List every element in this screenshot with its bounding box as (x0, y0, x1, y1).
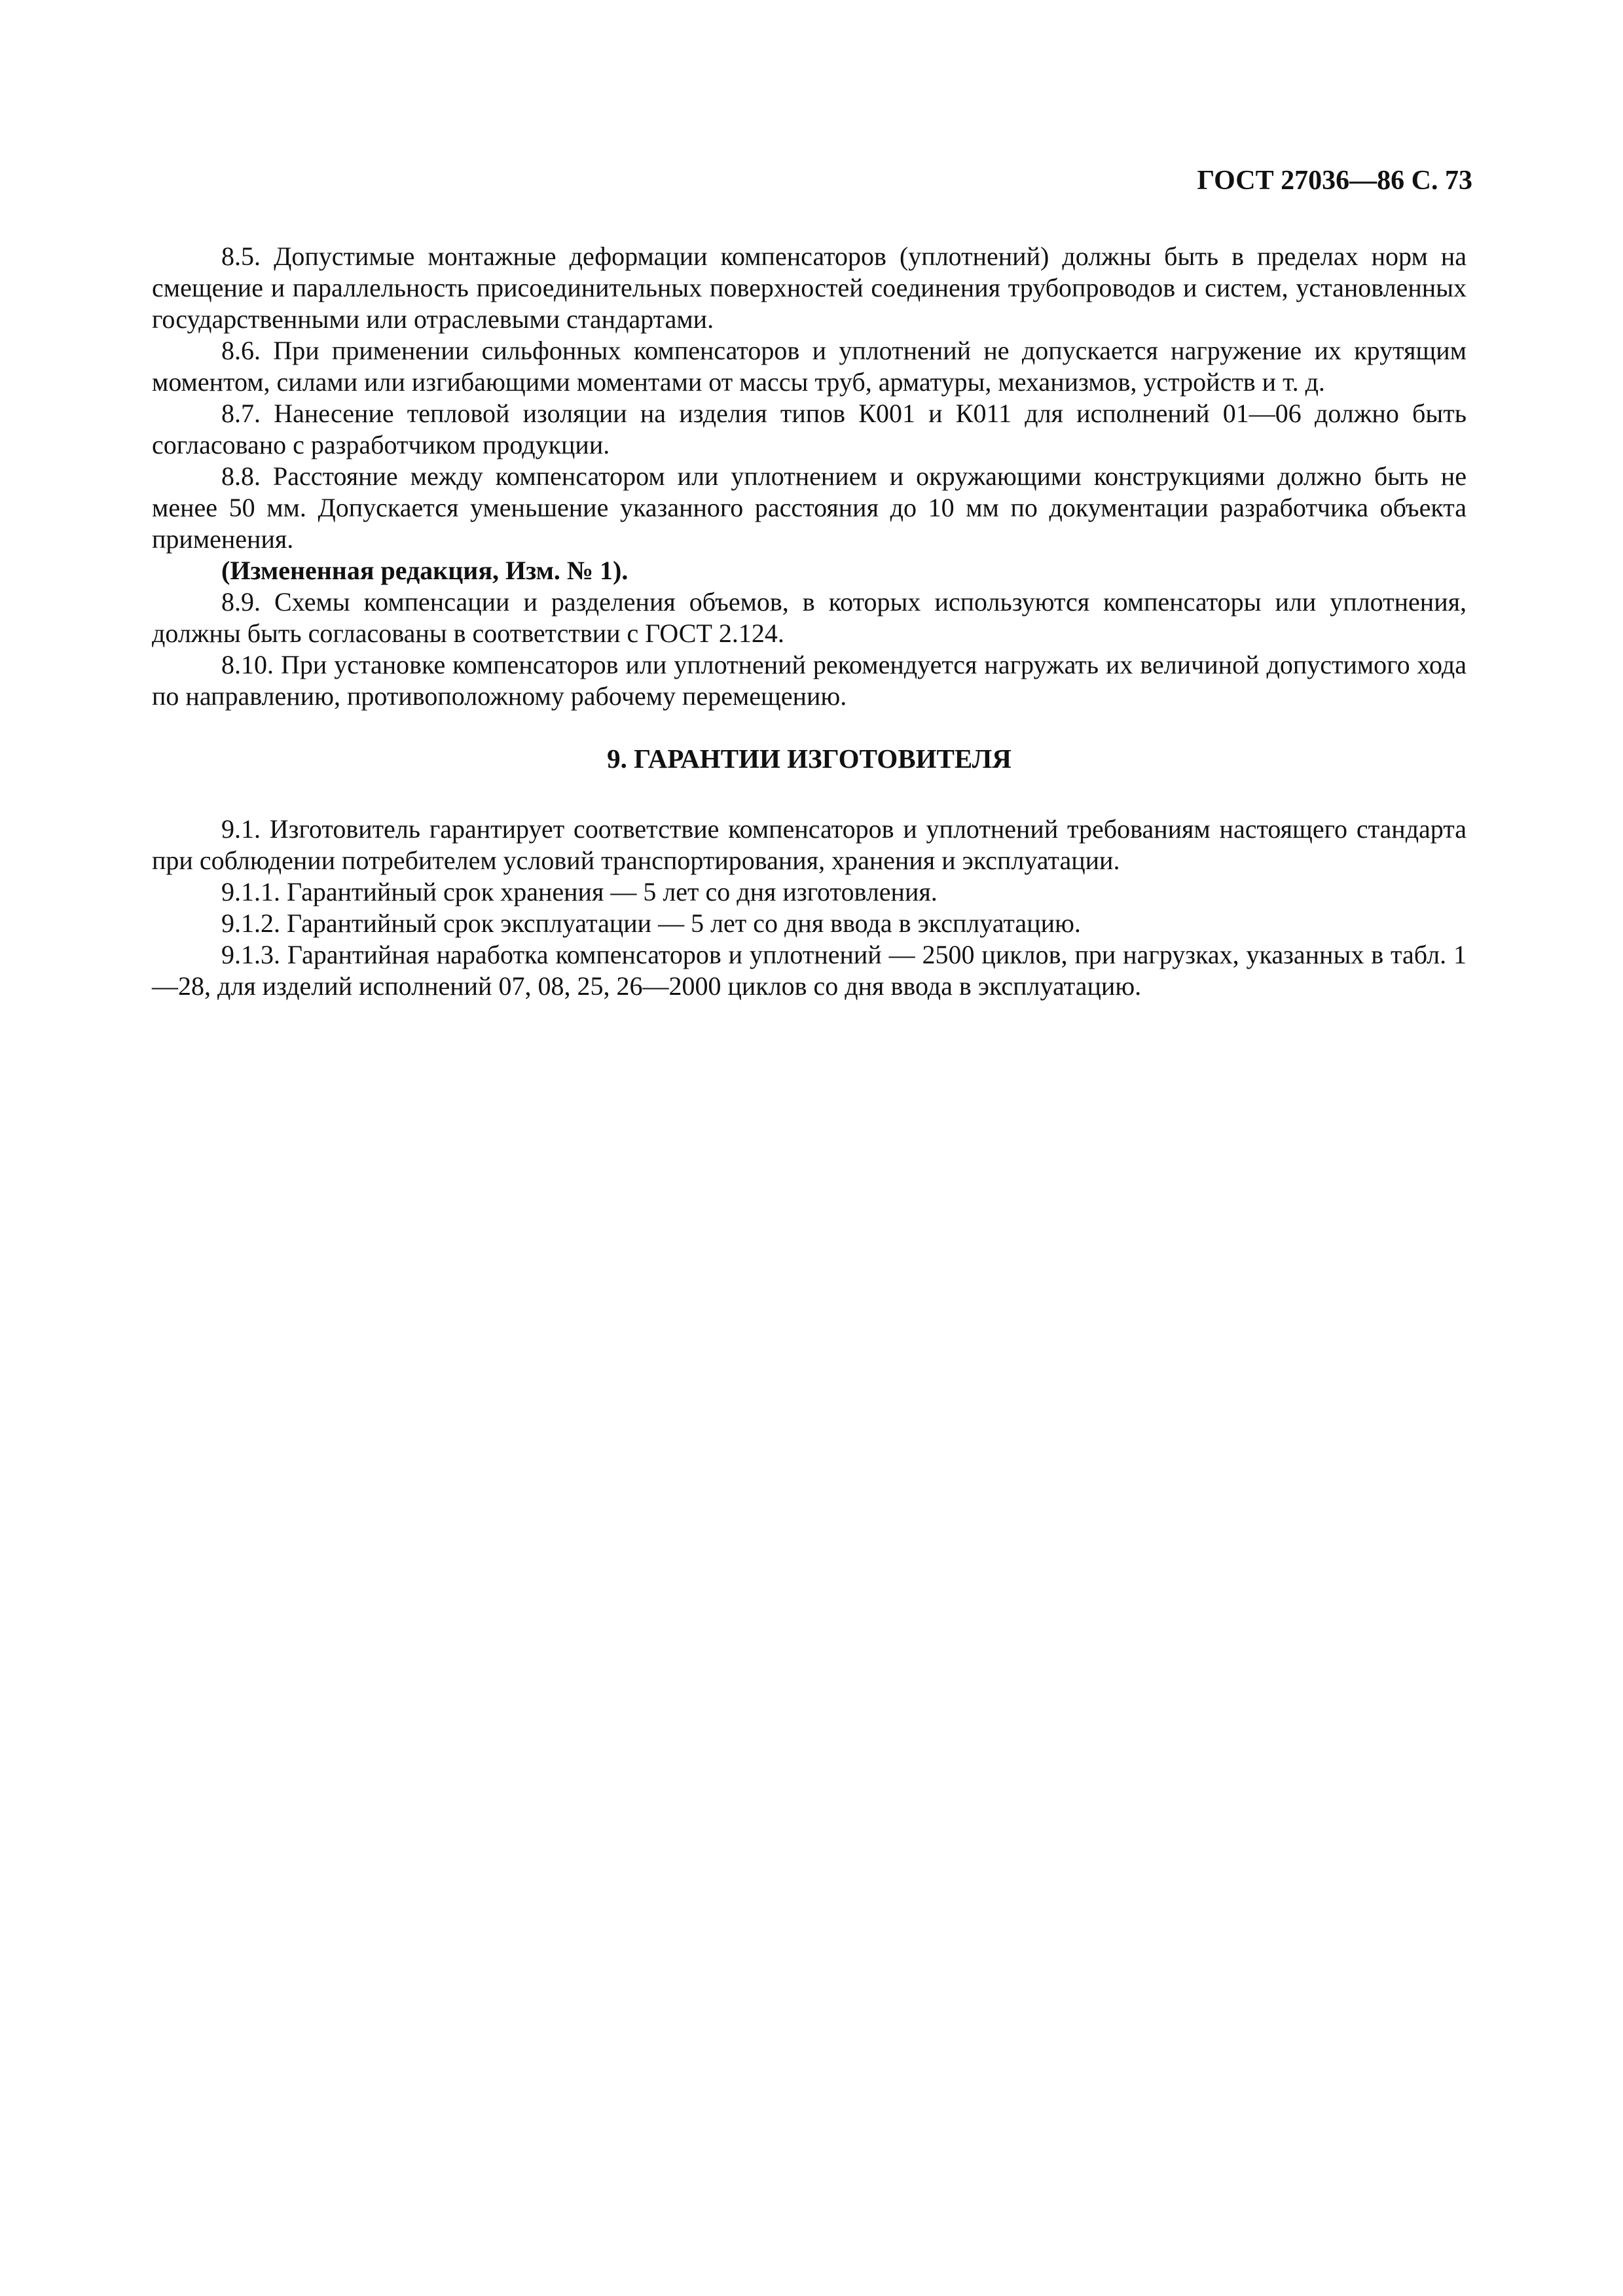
running-head: ГОСТ 27036—86 С. 73 (1197, 166, 1472, 196)
paragraph-8-9: 8.9. Схемы компенсации и разделения объемов, в которых используются компенсаторы или уплотнения, должны быть согласованы в соответствии с ГОСТ 2.124. (152, 587, 1467, 648)
paragraph-9-1-3: 9.1.3. Гарантийная наработка компенсаторов и уплотнений — 2500 циклов, при нагрузках, указанных в табл. 1—28, для изделий исполнений 07, 08, 25, 26—2000 циклов со дня ввода в эксплуатацию. (152, 940, 1467, 1001)
amendment-note: (Измененная редакция, Изм. № 1). (221, 556, 629, 585)
body-text (152, 241, 1467, 1002)
paragraph-8-5: 8.5. Допустимые монтажные деформации компенсаторов (уплотнений) должны быть в пределах норм на смещение и параллельность присоединительных поверхностей соединения трубопроводов и систем, установленных государственными или отраслевыми стандартами. (152, 242, 1467, 334)
paragraph-8-8: 8.8. Расстояние между компенсатором или уплотнением и окружающими конструкциями должно быть не менее 50 мм. Допускается уменьшение указанного расстояния до 10 мм по документации разработчика объекта применения. (152, 461, 1467, 554)
paragraph-9-1-1: 9.1.1. Гарантийный срок хранения — 5 лет со дня изготовления. (221, 877, 938, 906)
paragraph-9-1: 9.1. Изготовитель гарантирует соответствие компенсаторов и уплотнений требованиям настоящего стандарта при соблюдении потребителем условий транспортирования, хранения и эксплуатации. (152, 814, 1467, 875)
paragraph-8-10: 8.10. При установке компенсаторов или уплотнений рекомендуется нагружать их величиной допустимого хода по направлению, противоположному рабочему перемещению. (152, 650, 1467, 711)
paragraph-9-1-2: 9.1.2. Гарантийный срок эксплуатации — 5 лет со дня ввода в эксплуатацию. (221, 908, 1081, 938)
paragraph-8-7: 8.7. Нанесение тепловой изоляции на изделия типов К001 и К011 для исполнений 01—06 должно быть согласовано с разработчиком продукции. (152, 399, 1467, 459)
section-title: 9. ГАРАНТИИ ИЗГОТОВИТЕЛЯ (607, 744, 1012, 774)
paragraph-8-6: 8.6. При применении сильфонных компенсаторов и уплотнений не допускается нагружение их крутящим моментом, силами или изгибающими моментами от массы труб, арматуры, механизмов, устройств и т. д. (152, 336, 1467, 397)
